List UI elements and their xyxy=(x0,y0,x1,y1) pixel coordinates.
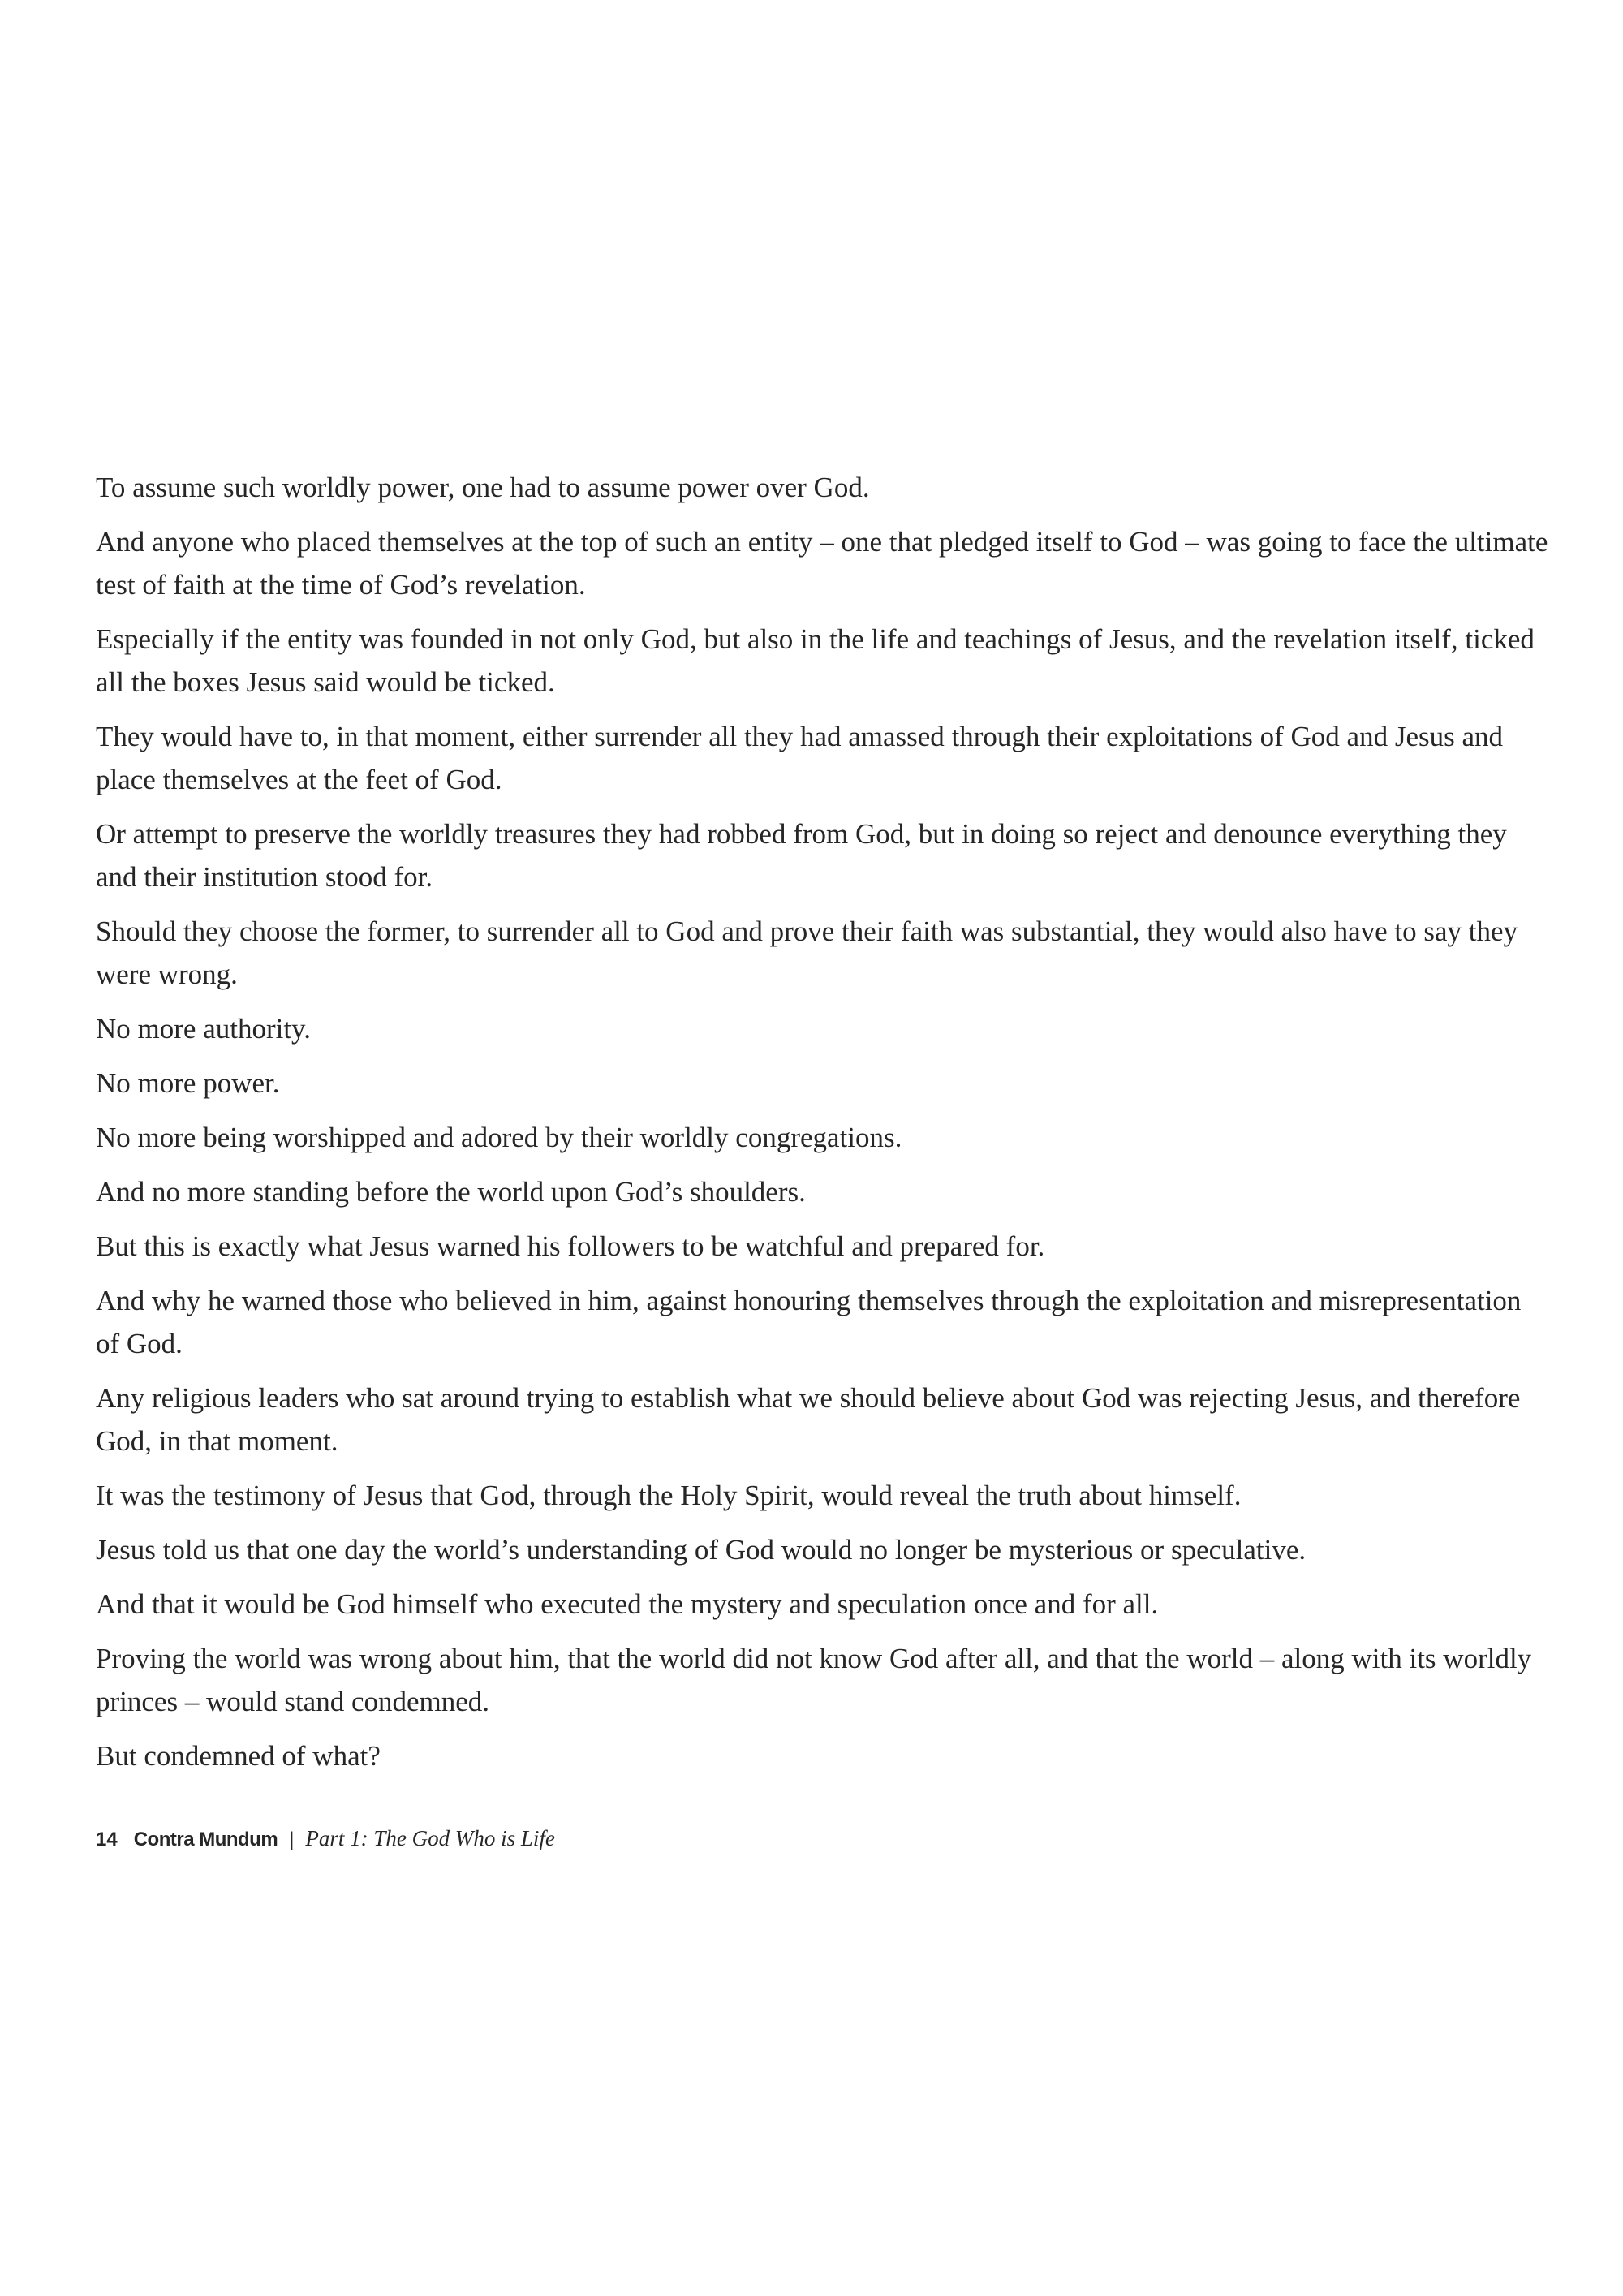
page-number: 14 xyxy=(96,1829,118,1850)
paragraph: Any religious leaders who sat around trying to establish what we should believe about God was rejecting Jesus, and therefore God, in that moment. xyxy=(96,1382,1521,1457)
part-title: Part 1: The God Who is Life xyxy=(305,1826,555,1850)
paragraph: Should they choose the former, to surrender all to God and prove their faith was substantial, they would also have to say they were wrong. xyxy=(96,915,1518,990)
paragraph: Proving the world was wrong about him, that the world did not know God after all, and that the world – along with its worldly princes – would stand condemned. xyxy=(96,1643,1532,1717)
paragraph: It was the testimony of Jesus that God, through the Holy Spirit, would reveal the truth about himself. xyxy=(96,1480,1242,1511)
paragraph: They would have to, in that moment, either surrender all they had amassed through their exploitations of God and Jesus and place themselves at the feet of God. xyxy=(96,721,1504,795)
footer-separator: | xyxy=(289,1829,295,1850)
paragraph: And that it would be God himself who executed the mystery and speculation once and for all. xyxy=(96,1588,1159,1620)
paragraph: Especially if the entity was founded in not only God, but also in the life and teachings of Jesus, and the revelation itself, ticked all the boxes Jesus said would be ticked. xyxy=(96,623,1535,698)
paragraph: Jesus told us that one day the world’s understanding of God would no longer be mysterious or speculative. xyxy=(96,1534,1307,1566)
paragraph: No more power. xyxy=(96,1067,280,1099)
book-title: Contra Mundum xyxy=(133,1829,278,1850)
paragraph: No more being worshipped and adored by their worldly congregations. xyxy=(96,1122,902,1153)
paragraph: And no more standing before the world upon God’s shoulders. xyxy=(96,1176,806,1208)
paragraph: But this is exactly what Jesus warned his followers to be watchful and prepared for. xyxy=(96,1230,1045,1262)
paragraph: And why he warned those who believed in him, against honouring themselves through the exploitation and misrepresentation of God. xyxy=(96,1285,1522,1359)
paragraph: Or attempt to preserve the worldly treasures they had robbed from God, but in doing so reject and denounce everything they and their institution stood for. xyxy=(96,818,1507,893)
paragraph: But condemned of what? xyxy=(96,1740,381,1772)
page-footer xyxy=(96,1826,555,1859)
body-text xyxy=(96,466,1548,1789)
paragraph: To assume such worldly power, one had to assume power over God. xyxy=(96,472,870,503)
paragraph: And anyone who placed themselves at the top of such an entity – one that pledged itself to God – was going to face the ultimate test of faith at the time of God’s revelation. xyxy=(96,526,1548,601)
paragraph: No more authority. xyxy=(96,1013,312,1045)
